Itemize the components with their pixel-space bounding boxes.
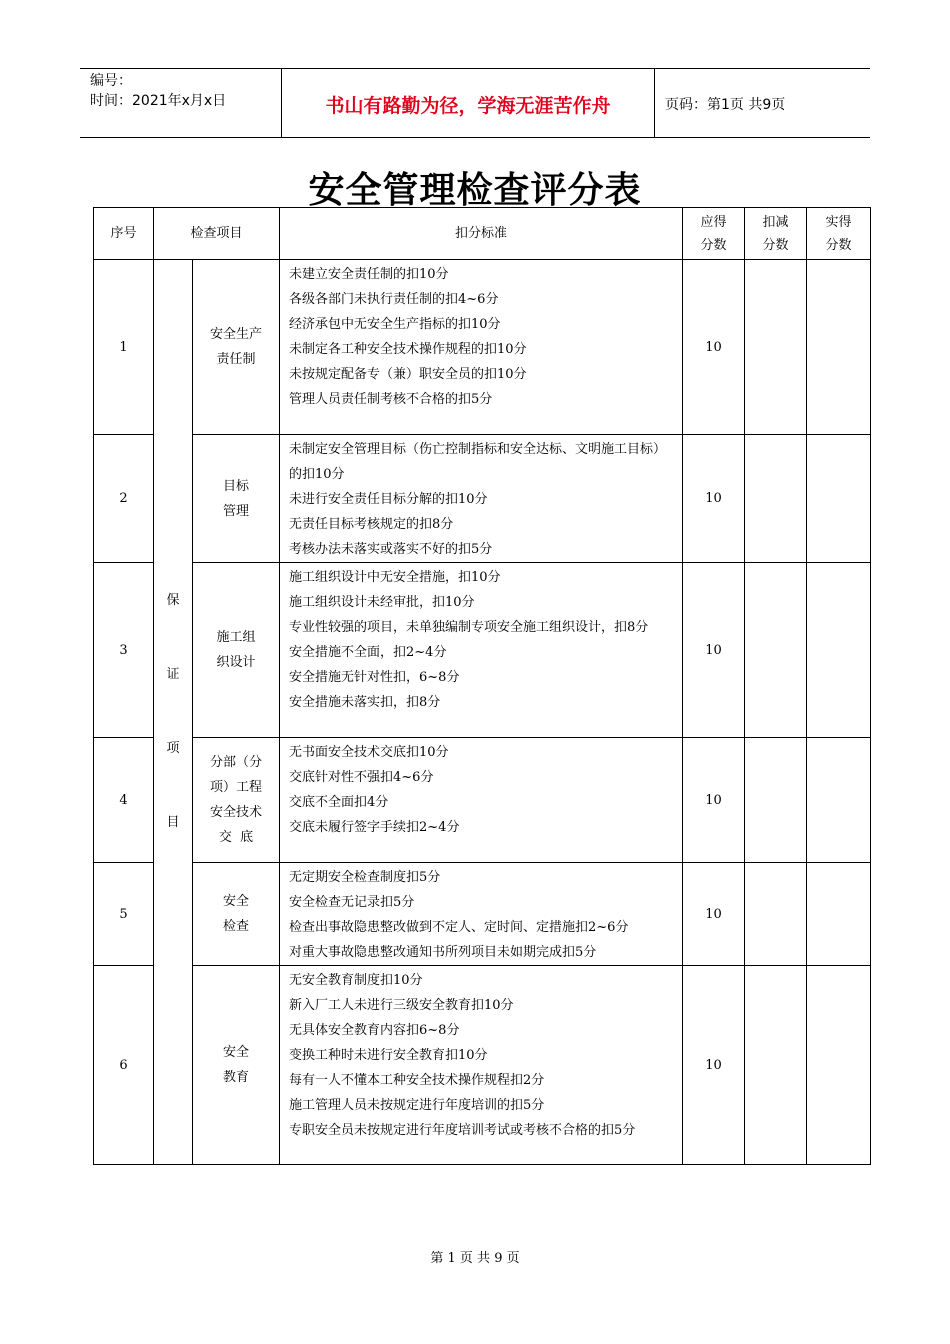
row-actual-score [807,563,871,738]
row-due-score: 10 [683,260,745,435]
table-row [94,260,871,435]
table-row [94,435,871,563]
time-label: 时间：2021年x月x日 [90,93,227,109]
row-criteria: 无书面安全技术交底扣10分 交底针对性不强扣4~6分 交底不全面扣4分 交底未履行签字手续扣2~4分 [280,738,683,863]
row-criteria: 无安全教育制度扣10分 新入厂工人未进行三级安全教育扣10分 无具体安全教育内容扣6~8分 变换工种时未进行安全教育扣10分 每有一人不懂本工种安全技术操作规程扣2分 施工管理人员未按规定进行年度培训的扣5分 专职安全员未按规定进行年度培训考试或考核不合格的扣5分 [280,966,683,1165]
code-label: 编号： [90,73,132,89]
row-due-score: 10 [683,966,745,1165]
row-seq: 3 [94,563,154,738]
header-divider [654,69,655,137]
row-item: 安全 教育 [193,966,280,1165]
row-actual-score [807,260,871,435]
header-seq: 序号 [94,208,154,260]
score-table [93,207,871,1165]
row-actual-score [807,738,871,863]
row-deduct-score [745,435,807,563]
row-deduct-score [745,563,807,738]
table-row [94,563,871,738]
row-seq: 2 [94,435,154,563]
row-due-score: 10 [683,863,745,966]
row-criteria: 未建立安全责任制的扣10分 各级各部门未执行责任制的扣4~6分 经济承包中无安全生产指标的扣10分 未制定各工种安全技术操作规程的扣10分 未按规定配备专（兼）职安全员的扣10分 管理人员责任制考核不合格的扣5分 [280,260,683,435]
row-seq: 6 [94,966,154,1165]
row-due-score: 10 [683,435,745,563]
row-due-score: 10 [683,738,745,863]
document-title: 安全管理检查评分表 [308,170,642,211]
page-footer: 第 1 页 共 9 页 [430,1251,520,1266]
row-actual-score [807,966,871,1165]
header-item: 检查项目 [154,208,280,260]
row-seq: 4 [94,738,154,863]
table-row [94,966,871,1165]
row-item: 施工组 织设计 [193,563,280,738]
row-deduct-score [745,966,807,1165]
header-meta [90,71,226,111]
row-deduct-score [745,738,807,863]
row-criteria: 无定期安全检查制度扣5分 安全检查无记录扣5分 检查出事故隐患整改做到不定人、定时间、定措施扣2~6分 对重大事故隐患整改通知书所列项目未如期完成扣5分 [280,863,683,966]
header-due-score: 应得 分数 [683,208,745,260]
header-actual-score: 实得 分数 [807,208,871,260]
table-row [94,738,871,863]
header-motto: 书山有路勤为径，学海无涯苦作舟 [325,95,611,117]
category-guarantee-items: 保 证 项 目 [154,260,193,1165]
header-criteria: 扣分标准 [280,208,683,260]
header-deduct-score: 扣减 分数 [745,208,807,260]
row-criteria: 未制定安全管理目标（伤亡控制指标和安全达标、文明施工目标）的扣10分 未进行安全责任目标分解的扣10分 无责任目标考核规定的扣8分 考核办法未落实或落实不好的扣5分 [280,435,683,563]
table-header-row [94,208,871,260]
row-item: 分部（分 项）工程 安全技术 交 底 [193,738,280,863]
row-seq: 5 [94,863,154,966]
row-actual-score [807,435,871,563]
row-criteria: 施工组织设计中无安全措施，扣10分 施工组织设计未经审批，扣10分 专业性较强的项目，未单独编制专项安全施工组织设计，扣8分 安全措施不全面，扣2~4分 安全措施无针对性扣，6~8分 安全措施未落实扣，扣8分 [280,563,683,738]
row-actual-score [807,863,871,966]
row-due-score: 10 [683,563,745,738]
row-item: 安全 检查 [193,863,280,966]
page-header [80,68,870,138]
row-item: 目标 管理 [193,435,280,563]
table-row [94,863,871,966]
row-seq: 1 [94,260,154,435]
row-deduct-score [745,260,807,435]
row-deduct-score [745,863,807,966]
row-item: 安全生产 责任制 [193,260,280,435]
header-page-number: 页码：第1页 共9页 [665,97,786,113]
